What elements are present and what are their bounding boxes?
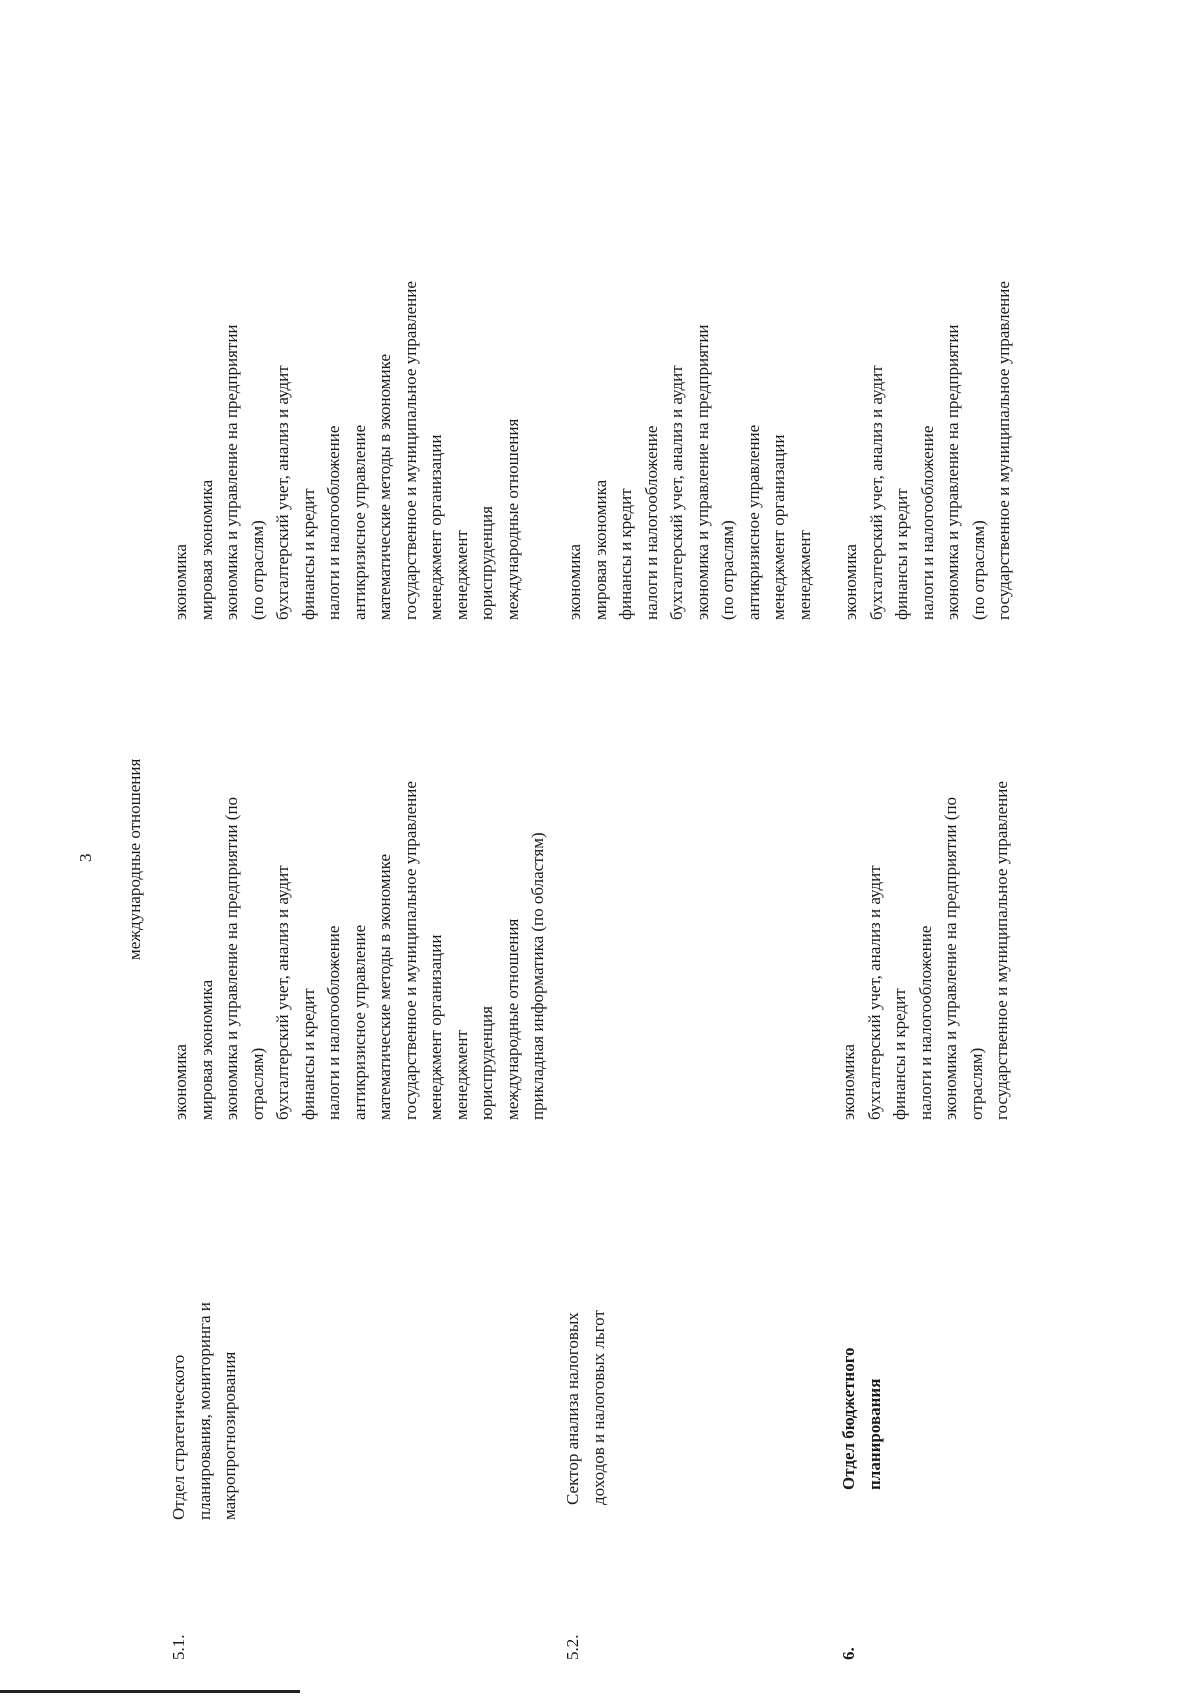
unit-name — [560, 1310, 611, 1505]
unit-line: Отдел бюджетного — [839, 1347, 858, 1490]
qualification-line: финансы и кредит — [298, 488, 318, 620]
education-line: прикладная информатика (по областям) — [528, 832, 547, 1120]
qualification-line: государственное и муниципальное управление — [994, 281, 1013, 620]
qualification-line: менеджмент организации — [426, 434, 445, 620]
qualification-line: бухгалтерский учет, анализ и аудит — [667, 365, 686, 620]
education-line: налоги и налогообложение — [915, 925, 935, 1120]
education-line: государственное и муниципальное управление — [992, 781, 1011, 1120]
education-line: экономика — [171, 1044, 190, 1120]
qualification-list — [168, 281, 525, 620]
education-line: юриспруденция — [477, 1006, 496, 1120]
qualification-line: экономика и управление на предприятии — [692, 324, 712, 620]
qualification-list — [838, 281, 1017, 620]
continuation-text — [122, 759, 148, 960]
row-number: 5.2. — [563, 1634, 582, 1660]
qualification-line: мировая экономика — [590, 479, 610, 620]
unit-name — [836, 1348, 887, 1491]
education-line: отраслям) — [966, 1047, 986, 1120]
qualification-line: налоги и налогообложение — [917, 425, 937, 620]
qualification-line: бухгалтерский учет, анализ и аудит — [273, 365, 292, 620]
qualification-line: финансы и кредит — [892, 488, 911, 620]
unit-line: макропрогнозирования — [220, 1351, 239, 1520]
continuation-line: международные отношения — [125, 758, 144, 960]
qualification-line: экономика и управление на предприятии — [222, 324, 241, 620]
education-line: экономика — [839, 1044, 858, 1120]
education-line: экономика и управление на предприятии (по — [222, 796, 241, 1120]
education-line: менеджмент — [451, 1030, 471, 1120]
education-line: финансы и кредит — [890, 988, 909, 1120]
qualification-line: экономика — [565, 544, 584, 620]
qualification-line: менеджмент организации — [769, 434, 788, 620]
education-line: антикризисное управление — [349, 924, 369, 1120]
education-line: мировая экономика — [196, 979, 216, 1120]
unit-line: планирования, мониторинга и — [194, 1302, 214, 1520]
education-line: бухгалтерский учет, анализ и аудит — [864, 865, 884, 1120]
unit-line: Сектор анализа налоговых — [563, 1312, 582, 1505]
qualification-line: математические методы в экономике — [375, 353, 394, 620]
qualification-line: антикризисное управление — [349, 424, 369, 620]
education-line: бухгалтерский учет, анализ и аудит — [273, 865, 292, 1120]
qualification-line: (по отраслям) — [968, 520, 988, 620]
education-line: налоги и налогообложение — [324, 925, 343, 1120]
unit-line: Отдел стратегического — [169, 1354, 188, 1520]
qualification-line: экономика — [171, 544, 190, 620]
scan-edge-line — [0, 1690, 300, 1693]
qualification-line: государственное и муниципальное управление — [400, 281, 420, 620]
education-line: менеджмент организации — [426, 934, 445, 1120]
row-number: 5.1. — [169, 1634, 188, 1660]
qualification-line: международные отношения — [502, 418, 522, 620]
unit-name — [166, 1302, 243, 1520]
qualification-list — [562, 324, 817, 620]
education-line: экономика и управление на предприятии (по — [941, 796, 960, 1120]
qualification-line: экономика и управление на предприятии — [943, 324, 962, 620]
qualification-line: мировая экономика — [196, 479, 216, 620]
education-line: математические методы в экономике — [375, 853, 394, 1120]
qualification-line: бухгалтерский учет, анализ и аудит — [866, 365, 886, 620]
qualification-line: финансы и кредит — [616, 488, 635, 620]
unit-line: планирования — [864, 1378, 884, 1490]
education-list — [168, 781, 551, 1120]
qualification-line: юриспруденция — [477, 506, 496, 620]
qualification-line: экономика — [841, 544, 860, 620]
education-line: отраслям) — [247, 1047, 267, 1120]
qualification-line: налоги и налогообложение — [324, 425, 343, 620]
unit-line: доходов и налоговых льгот — [588, 1310, 608, 1505]
qualification-line: (по отраслям) — [247, 520, 267, 620]
page-number: 3 — [76, 853, 95, 862]
education-line: международные отношения — [502, 918, 522, 1120]
row-number: 6. — [839, 1647, 858, 1660]
education-line: государственное и муниципальное управление — [400, 781, 420, 1120]
education-line: финансы и кредит — [298, 988, 318, 1120]
qualification-line: менеджмент — [451, 530, 471, 620]
education-list — [836, 781, 1015, 1120]
qualification-line: антикризисное управление — [743, 424, 763, 620]
qualification-line: менеджмент — [794, 530, 814, 620]
qualification-line: налоги и налогообложение — [641, 425, 661, 620]
qualification-line: (по отраслям) — [718, 520, 737, 620]
